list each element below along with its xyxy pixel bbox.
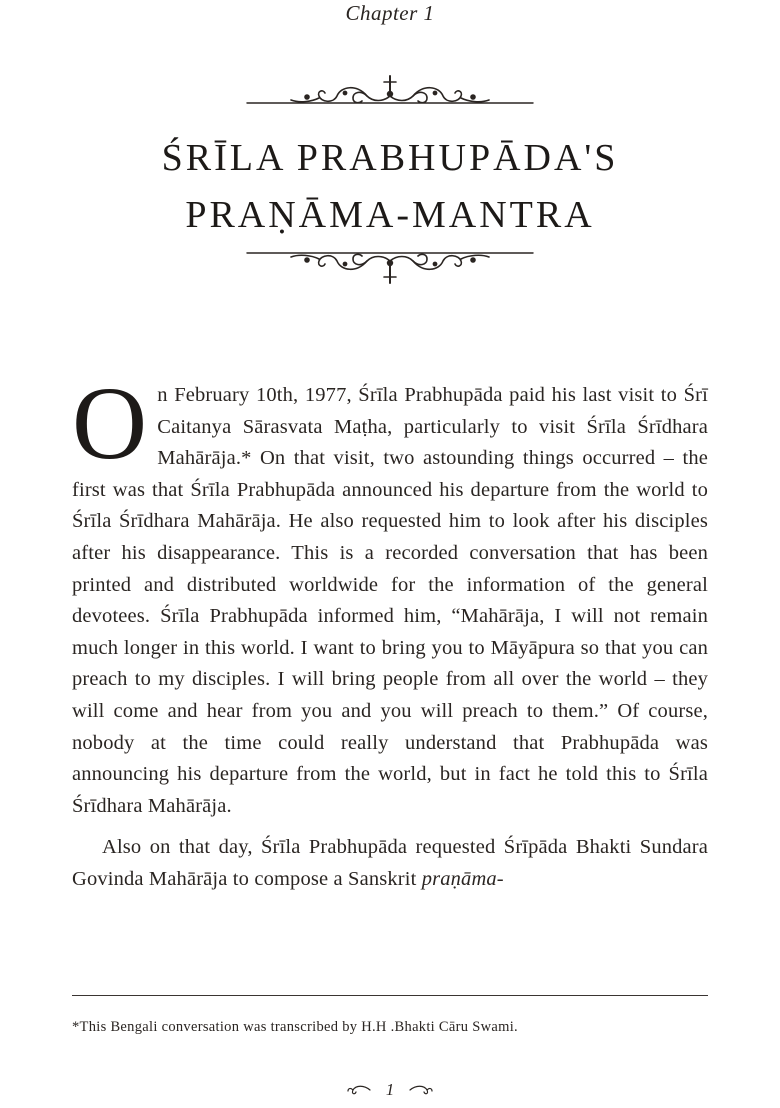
top-ornament-icon: [245, 72, 535, 112]
page-number: 1: [385, 1080, 395, 1099]
footnote: *This Bengali conversation was transcribed by H.H .Bhakti Cāru Swami.: [72, 1019, 518, 1035]
paragraph-2-italic-word: praṇāma-: [421, 867, 504, 890]
chapter-title-line-1: ŚRĪLA PRABHUPĀDA'S: [161, 137, 619, 179]
paragraph-1: [72, 366, 708, 822]
chapter-body: [72, 366, 708, 896]
chapter-title: [0, 130, 780, 244]
right-flourish-icon: [408, 1083, 434, 1097]
drop-cap: O: [72, 366, 148, 481]
paragraph-2-text: Also on that day, Śrīla Prabhupāda requested Śrīpāda Bhakti Sundara Govinda Mahārāja to compose a Sanskrit: [72, 836, 708, 890]
left-flourish-icon: [346, 1083, 372, 1097]
chapter-label: Chapter 1: [345, 1, 435, 25]
footnote-divider: [72, 995, 708, 996]
paragraph-2: [72, 832, 708, 895]
paragraph-1-text: n February 10th, 1977, Śrīla Prabhupāda paid his last visit to Śrī Caitanya Sārasvata Maṭha, particularly to visit Śrīla Śrīdhara Mahārāja.* On that visit, two astounding things occurred – the first was that Śrīla Prabhupāda announced his departure from the world to Śrīla Śrīdhara Mahārāja. He also requested him to look after his disciples after his disappearance. This is a recorded conversation that has been printed and distributed worldwide for the information of the general devotees. Śrīla Prabhupāda informed him, “Mahārāja, I will not remain much longer in this world. I want to bring you to Māyāpura so that you can preach to my disciples. I will bring people from all over the world – they will come and hear from you and you will preach to them.” Of course, nobody at the time could really understand that Prabhupāda was announcing his departure from the world, but in fact he told this to Śrīla Śrīdhara Mahārāja.: [72, 384, 708, 817]
chapter-title-line-2: PRAṆĀMA-MANTRA: [185, 194, 595, 236]
page-footer: [0, 1080, 780, 1100]
bottom-ornament-icon: [245, 247, 535, 287]
